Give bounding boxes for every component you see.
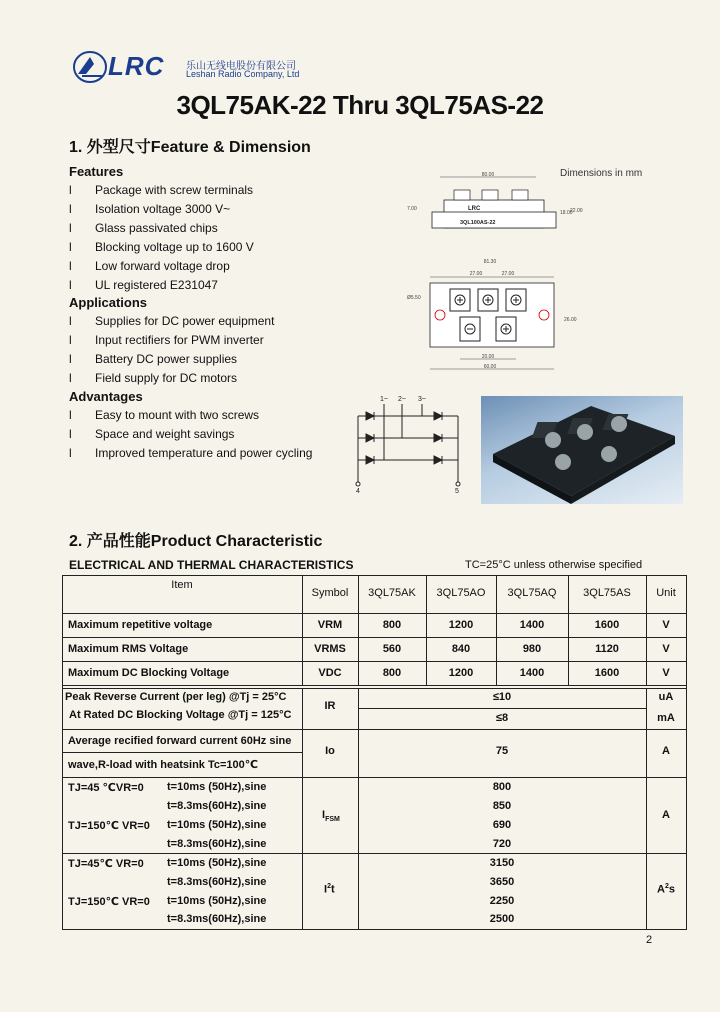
module-photo-icon <box>481 396 683 504</box>
advantage-bullet: l <box>69 408 72 422</box>
row-unit: V <box>662 619 670 631</box>
row-value: 1400 <box>519 619 545 631</box>
ifsm-condition: TJ=150℃ VR=0 <box>68 820 150 832</box>
ifsm-time: t=10ms (50Hz),sine <box>167 781 267 793</box>
header-model: 3QL75AQ <box>507 587 557 599</box>
i2t-condition: TJ=150℃ VR=0 <box>68 896 150 908</box>
ifsm-time: t=10ms (50Hz),sine <box>167 819 267 831</box>
feature-bullet: l <box>69 202 72 216</box>
ir-condition-2: At Rated DC Blocking Voltage @Tj = 125°C <box>69 709 292 721</box>
io-condition-2: wave,R-load with heatsink Tc=100℃ <box>68 759 259 771</box>
row-value: 1200 <box>448 667 474 679</box>
schematic-terminal-4: 4 <box>356 488 360 495</box>
ifsm-value: 720 <box>492 838 512 850</box>
io-symbol: Io <box>325 745 335 757</box>
ifsm-value: 850 <box>492 800 512 812</box>
page-number: 2 <box>646 934 653 946</box>
dim-h2: 18.00 <box>560 210 573 216</box>
application-bullet: l <box>69 371 72 385</box>
logo-company-en: Leshan Radio Company, Ltd <box>186 69 300 79</box>
features-heading: Features <box>69 164 124 179</box>
ir-value-2: ≤8 <box>495 712 509 724</box>
side-view-drawing <box>374 170 583 240</box>
feature-bullet: l <box>69 259 72 273</box>
feature-bullet: l <box>69 278 72 292</box>
i2t-condition: TJ=45℃ VR=0 <box>68 858 144 870</box>
lrc-logo-icon <box>72 50 108 84</box>
application-item: Battery DC power supplies <box>95 352 238 366</box>
i2t-time: t=8.3ms(60Hz),sine <box>167 913 267 925</box>
row-symbol: VDC <box>318 667 342 679</box>
application-bullet: l <box>69 314 72 328</box>
dim-h1: 7.00 <box>407 206 417 212</box>
dim-hole: Ø5.50 <box>407 295 421 301</box>
dimensions-note: Dimensions in mm <box>560 168 643 179</box>
tc-note: TC=25°C unless otherwise specified <box>465 559 643 571</box>
feature-item: Package with screw terminals <box>95 183 254 197</box>
advantage-item: Easy to mount with two screws <box>95 408 260 422</box>
application-item: Field supply for DC motors <box>95 371 238 385</box>
feature-bullet: l <box>69 183 72 197</box>
application-bullet: l <box>69 333 72 347</box>
feature-item: Isolation voltage 3000 V~ <box>95 202 231 216</box>
row-item: Maximum RMS Voltage <box>68 643 189 655</box>
header-model: 3QL75AS <box>583 587 631 599</box>
row-value: 1600 <box>594 619 620 631</box>
schematic-ac1: 1~ <box>380 396 388 403</box>
i2t-value: 3150 <box>489 857 515 869</box>
row-unit: V <box>662 643 670 655</box>
dim-total-width: 81.30 <box>483 259 497 265</box>
i2t-superscript: 2 <box>327 883 331 890</box>
drawing-logo-label: LRC <box>468 206 481 212</box>
row-value: 800 <box>382 619 402 631</box>
row-item: Maximum repetitive voltage <box>68 619 213 631</box>
header-symbol: Symbol <box>311 587 349 599</box>
io-condition-1: Average recified forward current 60Hz sine <box>68 735 292 747</box>
header-model: 3QL75AK <box>368 587 416 599</box>
i2t-time: t=8.3ms(60Hz),sine <box>167 876 267 888</box>
row-value: 1400 <box>519 667 545 679</box>
ifsm-condition: TJ=45 ℃VR=0 <box>68 782 144 794</box>
schematic-ac2: 2~ <box>398 396 406 403</box>
feature-item: Low forward voltage drop <box>95 259 230 273</box>
product-photo <box>481 396 683 504</box>
characteristics-table <box>62 575 686 930</box>
application-item: Input rectifiers for PWM inverter <box>95 333 264 347</box>
i2t-value: 2250 <box>489 895 515 907</box>
io-unit: A <box>662 745 670 757</box>
feature-item: UL registered E231047 <box>95 278 218 292</box>
advantage-bullet: l <box>69 446 72 460</box>
row-item: Maximum DC Blocking Voltage <box>68 667 230 679</box>
dim-pitch-1: 27.00 <box>469 271 483 277</box>
i2t-value: 2500 <box>489 913 515 925</box>
ir-condition-1: Peak Reverse Current (per leg) @Tj = 25°C <box>65 691 287 703</box>
row-symbol: VRM <box>317 619 343 631</box>
header-model: 3QL75AO <box>436 587 486 599</box>
ir-symbol: IR <box>324 700 336 712</box>
i2t-symbol-t: t <box>330 883 335 896</box>
top-view-drawing <box>374 255 577 375</box>
ifsm-time: t=8.3ms(60Hz),sine <box>167 800 267 812</box>
dim-top-length: 80.00 <box>481 172 495 178</box>
i2t-unit: $A^2s$ <box>657 883 675 896</box>
dim-pitch-2: 27.00 <box>501 271 515 277</box>
i2t-time: t=10ms (50Hz),sine <box>167 857 267 869</box>
header-unit: Unit <box>656 587 676 599</box>
feature-bullet: l <box>69 221 72 235</box>
schematic-ac3: 3~ <box>418 396 426 403</box>
row-value: 1200 <box>448 619 474 631</box>
i2t-unit-s: s <box>668 883 675 896</box>
header-item: Item <box>171 579 193 591</box>
dim-h3: 22.00 <box>570 208 583 214</box>
feature-item: Blocking voltage up to 1600 V <box>95 240 254 254</box>
i2t-symbol: $I^2t$ <box>324 883 335 896</box>
ifsm-unit: A <box>662 809 670 821</box>
advantage-item: Space and weight savings <box>95 427 235 441</box>
electrical-heading: ELECTRICAL AND THERMAL CHARACTERISTICS <box>69 558 354 572</box>
i2t-value: 3650 <box>489 876 515 888</box>
ir-value-1: ≤10 <box>492 691 512 703</box>
row-value: 840 <box>451 643 471 655</box>
schematic-terminal-5: 5 <box>455 488 459 495</box>
logo-text: LRC <box>108 51 165 81</box>
page-title: 3QL75AK-22 Thru 3QL75AS-22 <box>176 90 544 120</box>
advantage-item: Improved temperature and power cycling <box>95 446 313 460</box>
applications-heading: Applications <box>69 295 148 310</box>
row-value: 560 <box>382 643 402 655</box>
feature-bullet: l <box>69 240 72 254</box>
advantages-heading: Advantages <box>69 389 143 404</box>
ir-unit-1: uA <box>658 691 674 703</box>
dim-bottom-1: 20.00 <box>481 354 495 360</box>
row-value: 1120 <box>595 643 619 655</box>
bridge-schematic <box>348 394 470 494</box>
ifsm-subscript: FSM <box>325 816 340 824</box>
advantage-bullet: l <box>69 427 72 441</box>
ifsm-symbol: $I_{FSM}$ <box>322 809 340 824</box>
logo-company-cn: 乐山无线电股份有限公司 <box>186 61 296 72</box>
section-1-heading: 1. 外型尺寸Feature & Dimension <box>69 139 311 156</box>
section-2-heading: 2. 产品性能Product Characteristic <box>69 533 323 550</box>
row-unit: V <box>662 667 670 679</box>
i2t-unit-superscript: 2 <box>664 883 669 890</box>
ir-unit-2: mA <box>657 712 675 724</box>
feature-item: Glass passivated chips <box>95 221 218 235</box>
ifsm-value: 800 <box>492 781 512 793</box>
application-bullet: l <box>69 352 72 366</box>
row-symbol: VRMS <box>314 643 346 655</box>
dim-side: 26.00 <box>564 317 577 323</box>
dim-bottom-2: 60.00 <box>483 364 497 370</box>
ifsm-value: 690 <box>492 819 512 831</box>
application-item: Supplies for DC power equipment <box>95 314 275 328</box>
row-value: 800 <box>382 667 402 679</box>
row-value: 1600 <box>594 667 620 679</box>
i2t-time: t=10ms (50Hz),sine <box>167 895 267 907</box>
io-value: 75 <box>495 745 509 757</box>
row-value: 980 <box>522 643 542 655</box>
ifsm-time: t=8.3ms(60Hz),sine <box>167 838 267 850</box>
drawing-part-label: 3QL100AS-22 <box>460 220 496 226</box>
